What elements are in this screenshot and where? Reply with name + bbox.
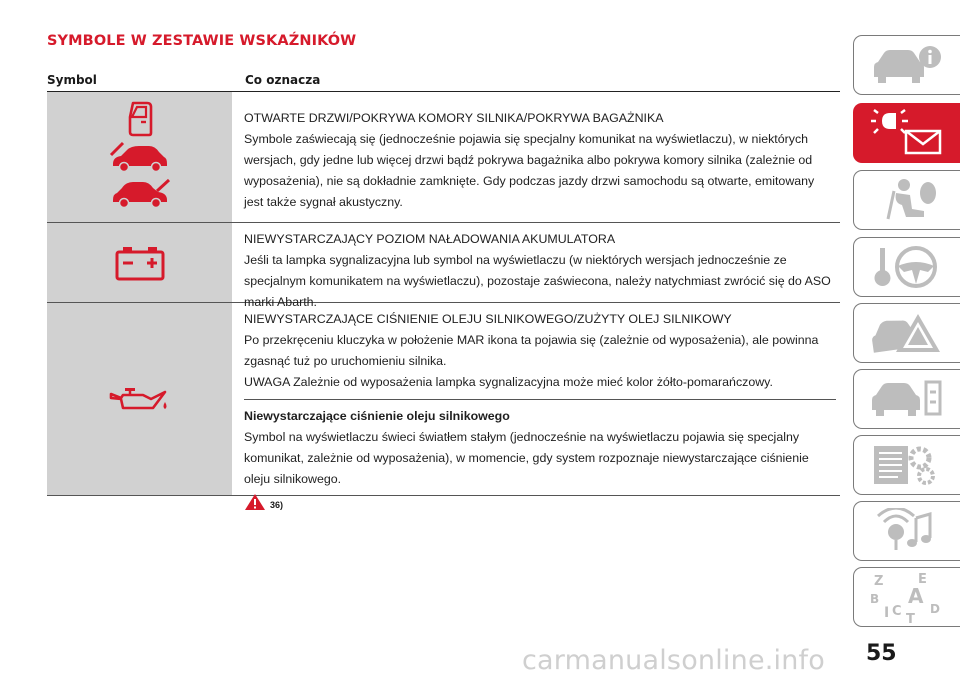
battery-icon: [114, 245, 166, 281]
index-letter: I: [884, 605, 890, 621]
sidenav-tab-index[interactable]: [853, 567, 960, 627]
car-maintenance-icon: [868, 376, 948, 422]
index-letter: B: [870, 592, 880, 606]
row-heading: OTWARTE DRZWI/POKRYWA KOMORY SILNIKA/POKRYWA BAGAŻNIKA: [244, 111, 664, 125]
row-note: UWAGA Zależnie od wyposażenia lampka sygnalizacyjna może mieć kolor żółto-pomarańczowy.: [244, 375, 773, 389]
table-row: [47, 303, 840, 510]
symbol-cell: [47, 303, 232, 495]
hood-open-icon: [109, 141, 171, 173]
alphabet-index-icon: [868, 569, 948, 625]
multimedia-icon: [868, 508, 948, 554]
door-open-icon: [125, 101, 155, 137]
index-letter: T: [906, 612, 915, 625]
table-row: [47, 92, 840, 223]
sidenav-tab-starting-driving[interactable]: [853, 237, 960, 297]
specs-gear-icon: [868, 442, 948, 488]
row-body: Po przekręceniu kluczyka w położenie MAR ikona ta pojawia się (zależnie od wyposażenia), ale powinna zgasnąć tuż po uruchomieniu silnika.: [244, 333, 819, 368]
sidenav-tab-warning-lights[interactable]: [853, 103, 960, 163]
row-body: Symbole zaświecają się (jednocześnie pojawia się specjalny komunikat na wyświetlaczu), w niektórych wersjach, gdy jedne lub więcej drzwi bądź pokrywa bagażnika albo pokrywa komory silnika (zależnie od wyposażenia), nie są dokładnie zamknięte. Gdy podczas jazdy drzwi samochodu są otwarte, emitowany jest także sygnał akustyczny.: [244, 132, 815, 209]
page-title: SYMBOLE W ZESTAWIE WSKAŹNIKÓW: [47, 33, 357, 49]
seat-airbag-icon: [868, 177, 948, 223]
row-heading: NIEWYSTARCZAJĄCY POZIOM NAŁADOWANIA AKUMULATORA: [244, 232, 616, 246]
row-heading: NIEWYSTARCZAJĄCE CIŚNIENIE OLEJU SILNIKOWEGO/ZUŻYTY OLEJ SILNIKOWY: [244, 312, 732, 326]
oil-can-icon: [109, 384, 171, 414]
sidenav-tab-emergency[interactable]: [853, 303, 960, 363]
warning-triangle-icon: [244, 493, 266, 511]
symbols-table: [47, 91, 840, 510]
meaning-cell: [232, 92, 840, 222]
index-letter: C: [892, 604, 902, 619]
car-info-icon: [868, 43, 948, 87]
index-letter: E: [918, 572, 927, 587]
index-letter: D: [930, 602, 940, 616]
warning-reference-number: 36): [270, 500, 284, 510]
row-body: Jeśli ta lampka sygnalizacyjna lub symbol na wyświetlaczu (w niektórych wersjach jednocześnie ze specjalnym komunikatem na wyświetlaczu), pozostaje zaświecona, należy natychmiast zwrócić się do ASO marki Abarth.: [244, 253, 831, 309]
trunk-open-icon: [109, 177, 171, 209]
sidenav-tab-safety[interactable]: [853, 170, 960, 230]
watermark: carmanualsonline.info: [522, 645, 825, 676]
steering-key-icon: [868, 244, 948, 290]
sidenav-tab-multimedia[interactable]: [853, 501, 960, 561]
car-emergency-icon: [868, 310, 948, 356]
row-subbody: Symbol na wyświetlaczu świeci światłem stałym (jednocześnie na wyświetlaczu pojawia się specjalny komunikat, zależnie od wyposażenia), w momencie, gdy system rozpoznaje niewystarczające ciśnienie oleju silnikowego.: [244, 430, 809, 486]
symbol-cell: [47, 92, 232, 222]
column-header-meaning: Co oznacza: [245, 73, 321, 87]
symbol-cell: [47, 223, 232, 302]
page-number: 55: [866, 641, 897, 666]
sidenav-tab-maintenance[interactable]: [853, 369, 960, 429]
sidenav-tab-car-info[interactable]: [853, 35, 960, 95]
warning-reference[interactable]: [244, 493, 836, 511]
sidenav-tab-technical-data[interactable]: [853, 435, 960, 495]
column-header-symbol: Symbol: [47, 73, 97, 87]
meaning-cell: [232, 223, 840, 309]
index-letter: Z: [874, 574, 884, 589]
row-subheading: Niewystarczające ciśnienie oleju silnikowego: [244, 409, 510, 423]
meaning-cell: [232, 303, 840, 510]
index-letter: A: [908, 584, 924, 608]
table-row: [47, 223, 840, 309]
warning-lights-icon: [868, 109, 948, 157]
